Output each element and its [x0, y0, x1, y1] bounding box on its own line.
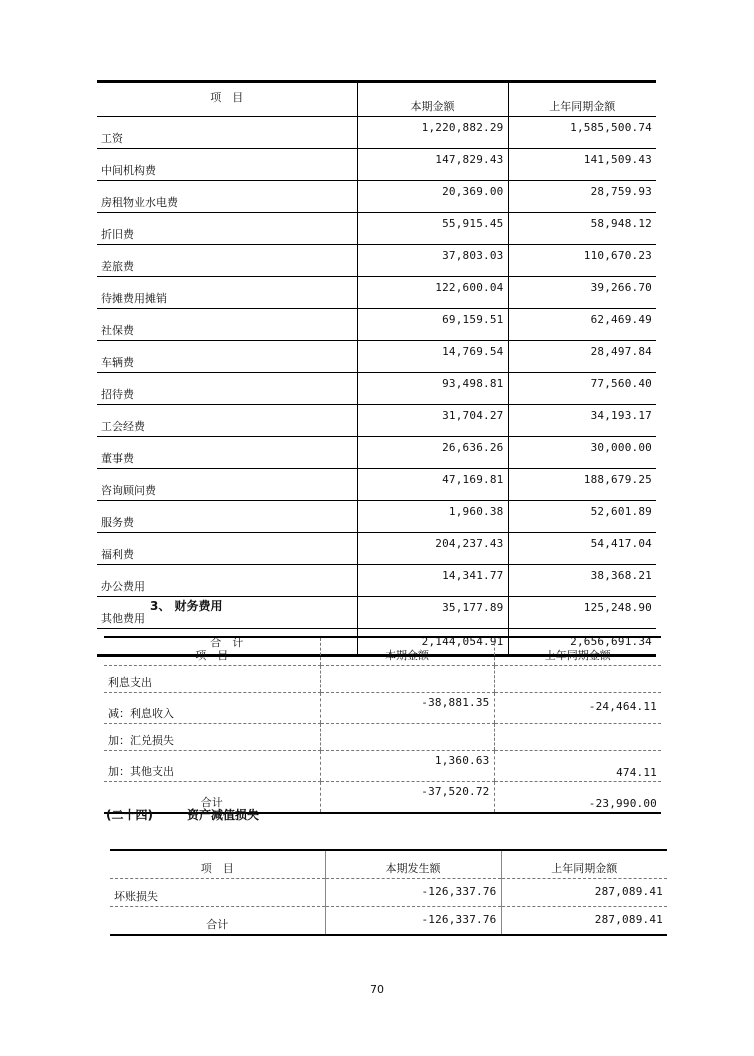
table-row [104, 723, 661, 751]
table-header-row [110, 850, 667, 879]
page-number: 70 [370, 983, 384, 996]
table-header-row [97, 82, 656, 117]
current-value: 14,341.77 [357, 565, 508, 597]
prior-value: 34,193.17 [508, 405, 656, 437]
total-current: -126,337.76 [325, 907, 501, 936]
prior-value: 141,509.43 [508, 149, 656, 181]
prior-value: 77,560.40 [508, 373, 656, 405]
current-value [320, 665, 494, 693]
prior-value: 28,497.84 [508, 341, 656, 373]
row-label: 坏账损失 [110, 879, 325, 907]
header-prior: 上年同期金额 [501, 850, 667, 879]
current-value: 55,915.45 [357, 213, 508, 245]
table-row [97, 277, 656, 309]
header-prior: 上年同期金额 [508, 82, 656, 117]
total-current: -37,520.72 [320, 781, 494, 812]
table-row [104, 693, 661, 724]
table-row [97, 533, 656, 565]
section-heading-finance-cost: 3、 财务费用 [150, 599, 223, 613]
table-row [97, 405, 656, 437]
finance-cost-table [104, 636, 661, 814]
header-item: 项 目 [110, 850, 325, 879]
current-value: -126,337.76 [325, 879, 501, 907]
row-label: 利息支出 [104, 665, 320, 693]
prior-value: 474.11 [494, 751, 661, 782]
total-prior: 287,089.41 [501, 907, 667, 936]
table-row [97, 213, 656, 245]
row-label: 工资 [97, 117, 357, 149]
total-label: 合计 [206, 918, 229, 931]
prior-value [494, 723, 661, 751]
table-row [97, 309, 656, 341]
prior-value: 125,248.90 [508, 597, 656, 629]
current-value: 47,169.81 [357, 469, 508, 501]
prior-value: 39,266.70 [508, 277, 656, 309]
prior-value: 1,585,500.74 [508, 117, 656, 149]
table-row [97, 341, 656, 373]
total-current: 2,144,054.91 [357, 629, 508, 656]
row-label: 待摊费用摊销 [97, 277, 357, 309]
row-label: 咨询顾问费 [97, 469, 357, 501]
table-row [110, 879, 667, 907]
prior-value [494, 665, 661, 693]
total-label: 合 计 [210, 635, 244, 649]
row-label: 中间机构费 [97, 149, 357, 181]
header-item: 项 目 [104, 637, 320, 665]
current-value: 204,237.43 [357, 533, 508, 565]
row-label: 服务费 [97, 501, 357, 533]
table-row [104, 751, 661, 782]
total-prior: -23,990.00 [494, 781, 661, 812]
table-row [97, 565, 656, 597]
current-value: 37,803.03 [357, 245, 508, 277]
section-heading-impairment-loss: 资产减值损失 [187, 808, 260, 822]
current-value: 20,369.00 [357, 181, 508, 213]
table-row [97, 181, 656, 213]
prior-value: 28,759.93 [508, 181, 656, 213]
row-label: 其他费用 [97, 597, 357, 629]
current-value: 14,769.54 [357, 341, 508, 373]
table-row [104, 665, 661, 693]
current-value: 31,704.27 [357, 405, 508, 437]
current-value: 35,177.89 [357, 597, 508, 629]
header-item: 项 目 [97, 82, 357, 117]
table-row [97, 245, 656, 277]
current-value [320, 723, 494, 751]
row-label: 办公费用 [97, 565, 357, 597]
current-value: -38,881.35 [320, 693, 494, 724]
row-label: 减：利息收入 [104, 693, 320, 724]
table-total-row [110, 907, 667, 936]
header-current: 本期发生额 [325, 850, 501, 879]
row-label: 折旧费 [97, 213, 357, 245]
prior-value: 58,948.12 [508, 213, 656, 245]
header-current: 本期金额 [320, 637, 494, 665]
table-row [97, 437, 656, 469]
current-value: 122,600.04 [357, 277, 508, 309]
prior-value: 38,368.21 [508, 565, 656, 597]
table-row [97, 149, 656, 181]
prior-value: -24,464.11 [494, 693, 661, 724]
table-row [97, 373, 656, 405]
expense-table [97, 80, 656, 657]
header-current: 本期金额 [357, 82, 508, 117]
total-label: 合计 [200, 795, 223, 809]
row-label: 房租物业水电费 [97, 181, 357, 213]
prior-value: 287,089.41 [501, 879, 667, 907]
prior-value: 62,469.49 [508, 309, 656, 341]
section-number: (二十四) [106, 808, 153, 822]
row-label: 加：其他支出 [104, 751, 320, 782]
current-value: 1,360.63 [320, 751, 494, 782]
row-label: 福利费 [97, 533, 357, 565]
current-value: 1,220,882.29 [357, 117, 508, 149]
table-header-row [104, 637, 661, 665]
prior-value: 188,679.25 [508, 469, 656, 501]
prior-value: 52,601.89 [508, 501, 656, 533]
prior-value: 110,670.23 [508, 245, 656, 277]
current-value: 26,636.26 [357, 437, 508, 469]
current-value: 1,960.38 [357, 501, 508, 533]
prior-value: 30,000.00 [508, 437, 656, 469]
current-value: 69,159.51 [357, 309, 508, 341]
total-prior: 2,656,691.34 [508, 629, 656, 656]
current-value: 93,498.81 [357, 373, 508, 405]
row-label: 加：汇兑损失 [104, 723, 320, 751]
row-label: 差旅费 [97, 245, 357, 277]
prior-value: 54,417.04 [508, 533, 656, 565]
row-label: 招待费 [97, 373, 357, 405]
row-label: 社保费 [97, 309, 357, 341]
header-prior: 上年同期金额 [494, 637, 661, 665]
table-row [97, 469, 656, 501]
row-label: 车辆费 [97, 341, 357, 373]
current-value: 147,829.43 [357, 149, 508, 181]
table-row [97, 117, 656, 149]
table-row [97, 501, 656, 533]
row-label: 董事费 [97, 437, 357, 469]
row-label: 工会经费 [97, 405, 357, 437]
impairment-loss-table [110, 849, 667, 936]
